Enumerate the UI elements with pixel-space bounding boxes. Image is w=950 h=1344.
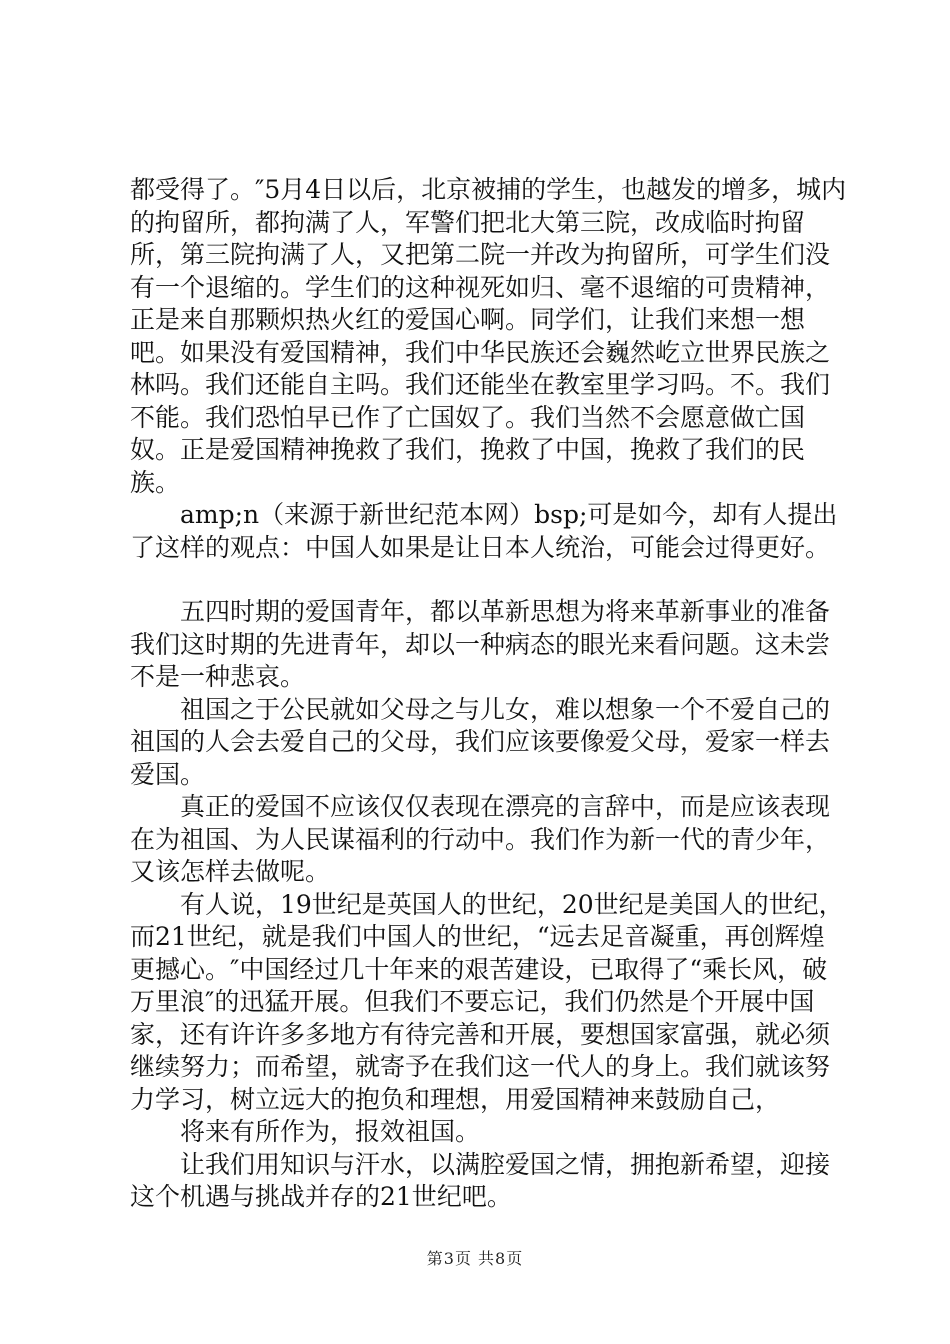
paragraph-6: 有人说，19世纪是英国人的世纪，20世纪是美国人的世纪，而21世纪，就是我们中国人的世纪，“远去足音凝重，再创辉煌更撼心。″中国经过几十年来的艰苦建设，已取得了“乘长风，破万里浪″的迅猛开展。但我们不要忘记，我们仍然是个开展中国家，还有许许多多地方有待完善和开展，要想国家富强，就必须继续努力；而希望，就寄予在我们这一代人的身上。我们就该努力学习，树立远大的抱负和理想，用爱国精神来鼓励自己， (130, 889, 844, 1114)
page-number-footer: 第3页 共8页 (426, 1249, 524, 1268)
paragraph-gap (130, 564, 848, 596)
paragraph-8: 让我们用知识与汗水，以满腔爱国之情，拥抱新希望，迎接这个机遇与挑战并存的21世纪吧。 (130, 1149, 831, 1211)
paragraph-7: 将来有所作为，报效祖国。 (180, 1117, 481, 1146)
paragraph-3: 五四时期的爱国青年，都以革新思想为将来革新事业的准备我们这时期的先进青年，却以一种病态的眼光来看问题。这未尝不是一种悲哀。 (130, 597, 831, 691)
document-body (130, 174, 848, 1214)
paragraph-5: 真正的爱国不应该仅仅表现在漂亮的言辞中，而是应该表现在为祖国、为人民谋福利的行动中。我们作为新一代的青少年，又该怎样去做呢。 (130, 792, 831, 886)
paragraph-2: amp;n（来源于新世纪范本网）bsp;可是如今，却有人提出了这样的观点：中国人如果是让日本人统治，可能会过得更好。 (130, 500, 838, 562)
paragraph-1: 都受得了。″5月4日以后，北京被捕的学生，也越发的增多，城内的拘留所，都拘满了人，军警们把北大第三院，改成临时拘留所，第三院拘满了人，又把第二院一并改为拘留所，可学生们没有一个退缩的。学生们的这种视死如归、毫不退缩的可贵精神，正是来自那颗炽热火红的爱国心啊。同学们，让我们来想一想吧。如果没有爱国精神，我们中华民族还会巍然屹立世界民族之林吗。我们还能自主吗。我们还能坐在教室里学习吗。不。我们不能。我们恐怕早已作了亡国奴了。我们当然不会愿意做亡国奴。正是爱国精神挽救了我们，挽救了中国，挽救了我们的民族。 (130, 175, 847, 497)
paragraph-4: 祖国之于公民就如父母之与儿女，难以想象一个不爱自己的祖国的人会去爱自己的父母，我们应该要像爱父母，爱家一样去爱国。 (130, 694, 831, 789)
